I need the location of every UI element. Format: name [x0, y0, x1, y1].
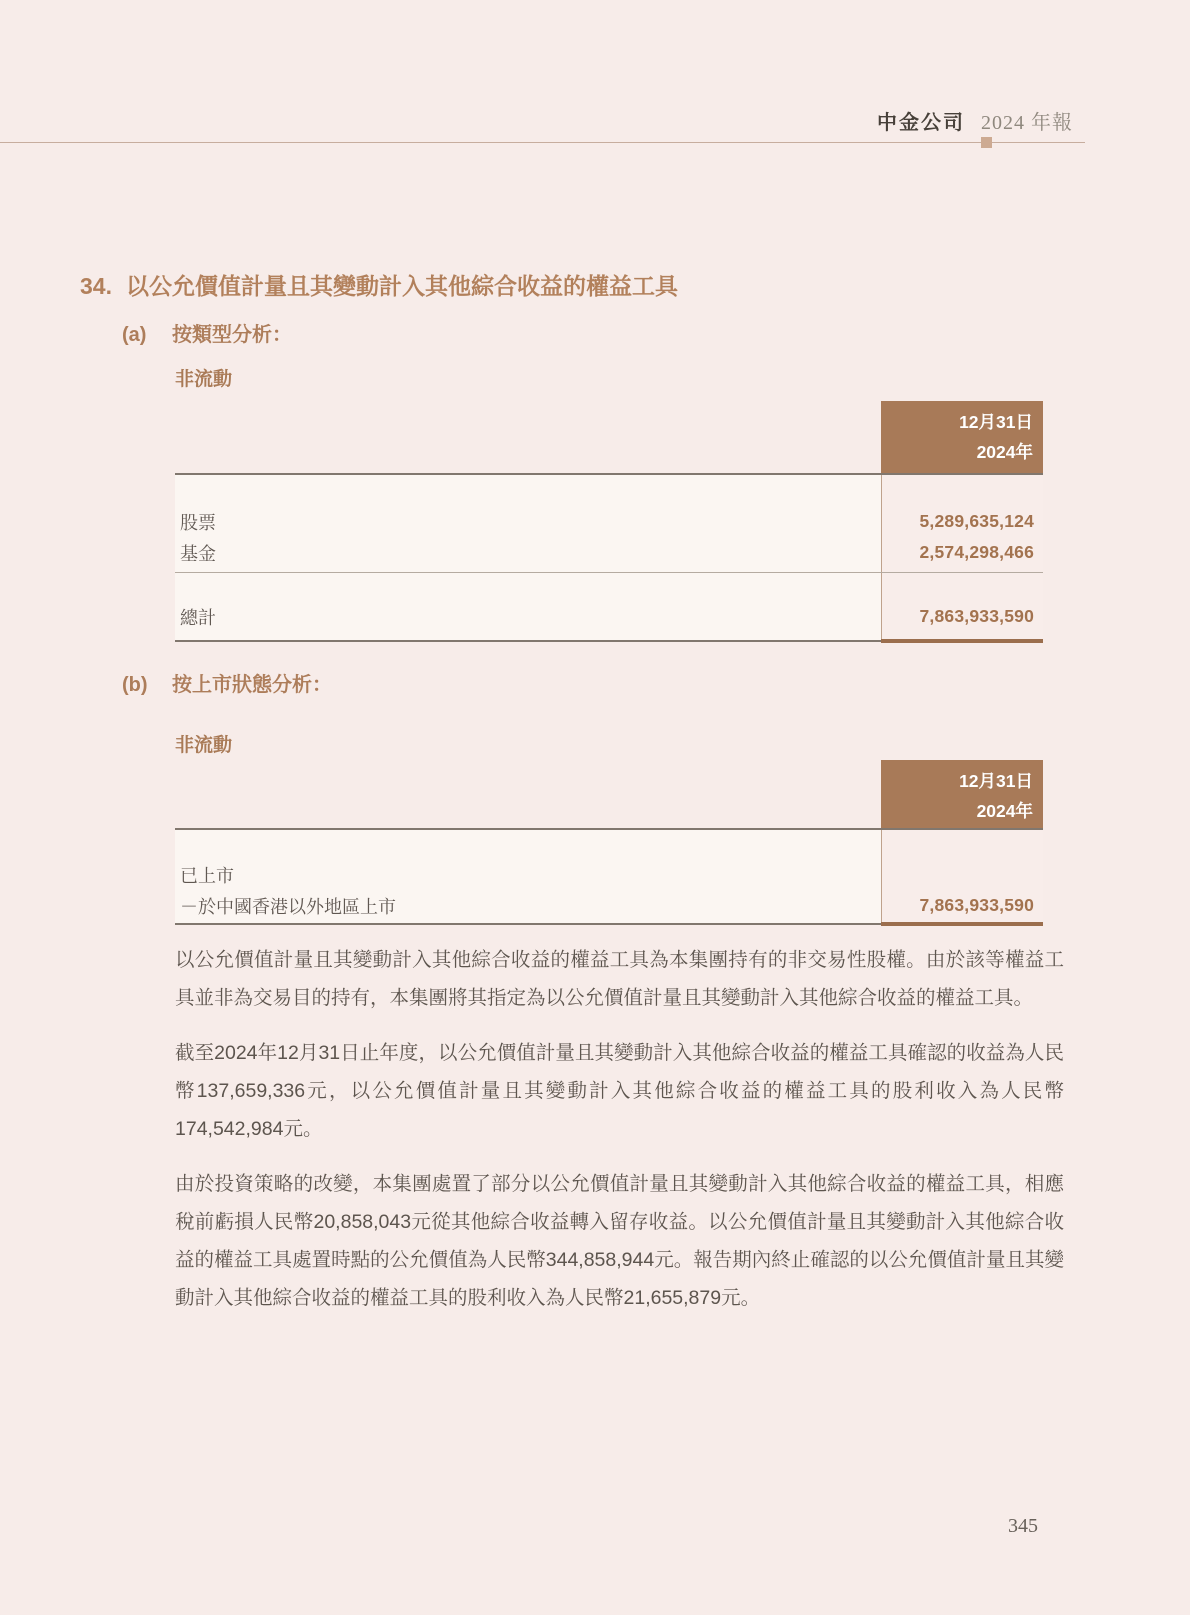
table-a-value-bottom-rule: [881, 639, 1043, 643]
table-row: [175, 859, 1043, 890]
page-header: [877, 106, 1073, 135]
table-b-header-date: 12月31日: [959, 771, 1033, 791]
row-value-funds: 2,574,298,466: [919, 542, 1034, 562]
row-value-total: 7,863,933,590: [919, 606, 1034, 626]
table-b-header-year: 2024年: [976, 801, 1033, 821]
notes-section: [175, 941, 1064, 1334]
header-rule: [0, 142, 1085, 143]
section-title: 以公允價值計量且其變動計入其他綜合收益的權益工具: [125, 273, 678, 299]
table-by-type: [175, 401, 1043, 641]
header-company-name: 中金公司: [877, 112, 965, 134]
table-by-listing-status: [175, 760, 1043, 925]
part-a-subheading: 非流動: [175, 369, 233, 390]
note-paragraph: 由於投資策略的改變，本集團處置了部分以公允價值計量且其變動計入其他綜合收益的權益工具，相應稅前虧損人民幣20,858,043元從其他綜合收益轉入留存收益。以公允價值計量且其變動計入其他綜合收益的權益工具處置時點的公允價值為人民幣344,858,944元。報告期內終止確認的以公允價值計量且其變動計入其他綜合收益的權益工具的股利收入為人民幣21,655,879元。: [175, 1173, 1064, 1309]
note-paragraph: 截至2024年12月31日止年度，以公允價值計量且其變動計入其他綜合收益的權益工具確認的收益為人民幣137,659,336元，以公允價值計量且其變動計入其他綜合收益的權益工具的股利收入為人民幣174,542,984元。: [175, 1042, 1064, 1140]
table-total-row: [175, 601, 1043, 632]
part-a-heading: [122, 318, 292, 347]
table-a-total-section: [175, 573, 1043, 642]
table-row: [175, 537, 1043, 568]
part-b-label: (b): [122, 674, 148, 696]
section-heading: [80, 268, 678, 301]
row-value-listed-outside-hk: 7,863,933,590: [919, 895, 1034, 915]
header-report-year: 2024 年報: [981, 112, 1073, 134]
table-row: [175, 506, 1043, 537]
table-a-header-date: 12月31日: [959, 412, 1033, 432]
part-b-heading: [122, 668, 332, 697]
header-rule-square: [981, 137, 992, 148]
row-label-listed-outside-hk: －於中國香港以外地區上市: [180, 896, 396, 917]
part-b-subheading: 非流動: [175, 735, 233, 756]
table-a-body: [175, 473, 1043, 573]
section-number: 34.: [80, 273, 112, 299]
table-a-header-year: 2024年: [976, 442, 1033, 462]
part-a-title: 按類型分析：: [172, 324, 292, 346]
table-a-column-header: [881, 401, 1043, 473]
part-a-label: (a): [122, 324, 147, 346]
row-value-stocks: 5,289,635,124: [919, 511, 1034, 531]
row-label-funds: 基金: [180, 543, 216, 564]
part-b-title: 按上市狀態分析：: [172, 674, 332, 696]
table-b-body: [175, 828, 1043, 925]
row-label-listed: 已上市: [180, 865, 234, 886]
table-row: [175, 890, 1043, 921]
table-b-column-header: [881, 760, 1043, 828]
note-paragraph: 以公允價值計量且其變動計入其他綜合收益的權益工具為本集團持有的非交易性股權。由於該等權益工具並非為交易目的持有，本集團將其指定為以公允價值計量且其變動計入其他綜合收益的權益工具。: [175, 949, 1064, 1009]
row-label-stocks: 股票: [180, 512, 216, 533]
row-label-total: 總計: [180, 607, 216, 628]
table-b-value-bottom-rule: [881, 922, 1043, 926]
page-number: 345: [1008, 1515, 1038, 1537]
